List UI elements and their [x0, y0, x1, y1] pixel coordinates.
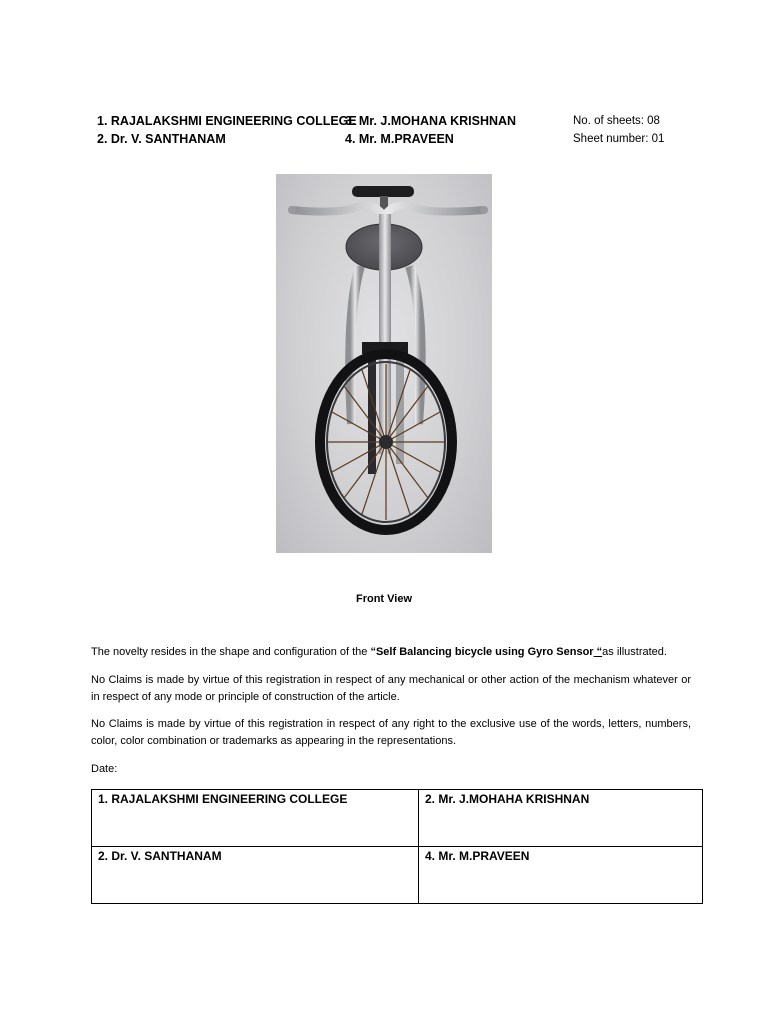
header-applicant-3: 3. Mr. J.MOHANA KRISHNAN: [345, 114, 517, 128]
header-applicant-1: 1. RAJALAKSHMI ENGINEERING COLLEGE: [97, 114, 357, 128]
disclaimer-trademarks: No Claims is made by virtue of this registration in respect of any right to the exclusive use of the words, letters, numbers, color, color combination or trademarks as appearing in the representations.: [91, 718, 691, 747]
bicycle-front-view-figure: [276, 174, 492, 553]
sheet-count: No. of sheets: 08: [573, 115, 660, 127]
novelty-title: “Self Balancing bicycle using Gyro Sensor: [370, 646, 594, 658]
novelty-quote: “: [593, 646, 603, 658]
signature-cell: 1. RAJALAKSHMI ENGINEERING COLLEGE: [92, 790, 419, 847]
novelty-prefix: The novelty resides in the shape and configuration of the: [91, 646, 371, 658]
sheet-number: Sheet number: 01: [573, 133, 665, 145]
header-sheet-info: [573, 112, 664, 148]
signature-table: [91, 789, 703, 904]
header-applicant-2: 2. Dr. V. SANTHANAM: [97, 132, 226, 146]
signature-cell: 2. Dr. V. SANTHANAM: [92, 847, 419, 904]
signature-cell: 2. Mr. J.MOHAHA KRISHNAN: [419, 790, 703, 847]
header-applicants-left: [97, 112, 357, 148]
bicycle-illustration: [276, 174, 492, 553]
header-applicants-middle: [345, 112, 516, 148]
date-label: Date:: [91, 763, 118, 775]
table-row: [92, 790, 703, 847]
signature-cell: 4. Mr. M.PRAVEEN: [419, 847, 703, 904]
novelty-suffix: as illustrated.: [602, 646, 667, 658]
header-applicant-4: 4. Mr. M.PRAVEEN: [345, 132, 454, 146]
figure-caption: Front View: [355, 593, 413, 605]
table-row: [92, 847, 703, 904]
disclaimer-mechanism: No Claims is made by virtue of this registration in respect of any mechanical or other action of the mechanism whatever or in respect of any mode or principle of construction of the article.: [91, 674, 691, 703]
novelty-statement: [91, 644, 691, 661]
